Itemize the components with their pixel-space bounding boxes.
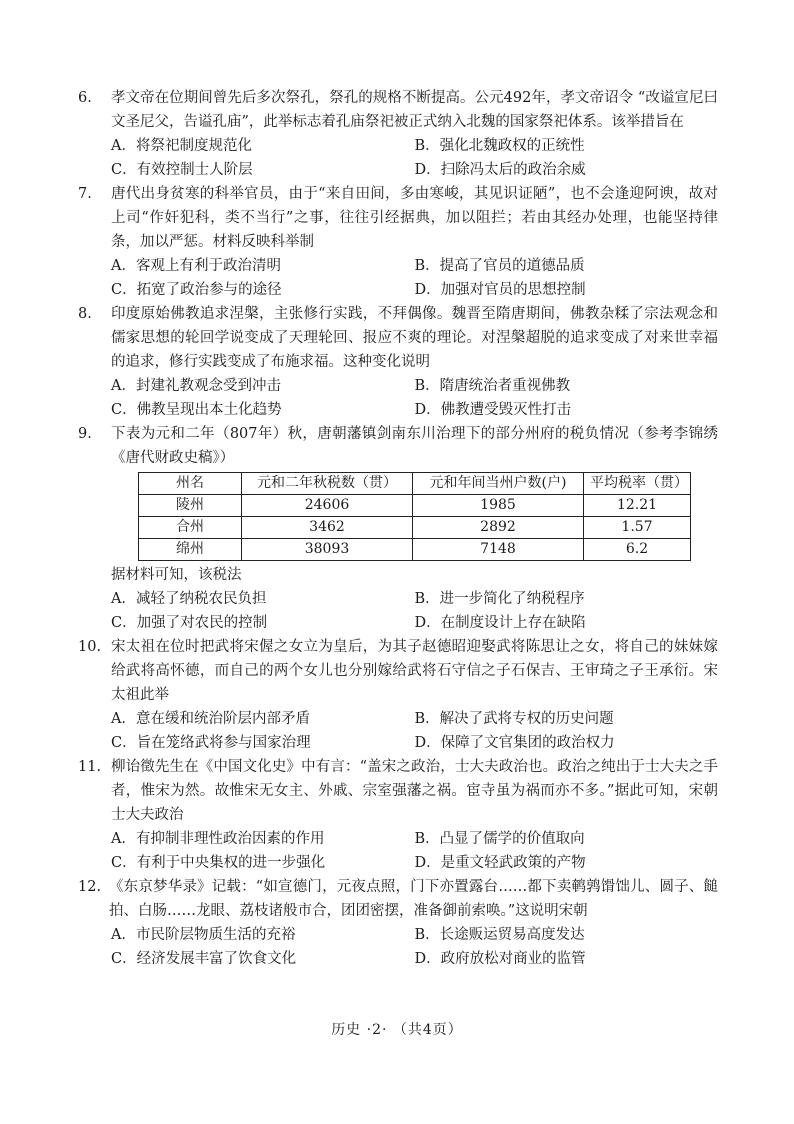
table-header: 元和二年秋税数（贯） (242, 473, 413, 495)
option-d[interactable]: D．在制度设计上存在缺陷 (414, 615, 586, 631)
option-d[interactable]: D．保障了文官集团的政治权力 (414, 735, 615, 751)
table-cell: 1.57 (584, 517, 691, 539)
table-cell: 3462 (242, 517, 413, 539)
question-text: 柳诒徵先生在《中国文化史》中有言：“盖宋之政治，士大夫政治也。政治之纯出于士大夫之手者，惟宋为然。故惟宋无女主、外戚、宗室强藩之祸。宦寺虽为祸而亦不多。”据此可知，宋朝士大夫政治 (111, 759, 718, 823)
question-9 (78, 422, 718, 635)
table-row (139, 517, 691, 539)
option-b[interactable]: B．解决了武将专权的历史问题 (414, 711, 614, 727)
question-7 (78, 182, 718, 302)
question-stem (78, 302, 718, 374)
option-b[interactable]: B．强化北魏政权的正统性 (414, 138, 585, 154)
question-11 (78, 755, 718, 875)
option-c[interactable]: C．有利于中央集权的进一步强化 (111, 855, 326, 871)
table-row (139, 539, 691, 561)
question-6 (78, 86, 718, 182)
page-footer: 历史 ·2· （共4页） (331, 1022, 463, 1038)
option-a[interactable]: A．将祭祀制度规范化 (111, 138, 252, 154)
option-b[interactable]: B．凸显了儒学的价值取向 (414, 831, 585, 847)
options (78, 254, 718, 302)
table-row (139, 495, 691, 517)
option-a[interactable]: A．封建礼教观念受到冲击 (111, 378, 281, 394)
table-cell: 38093 (242, 539, 413, 561)
option-a[interactable]: A．客观上有利于政治清明 (111, 258, 281, 274)
options (78, 134, 718, 182)
option-b[interactable]: B．隋唐统治者重视佛教 (414, 378, 571, 394)
option-d[interactable]: D．扫除冯太后的政治余威 (414, 162, 586, 178)
option-a[interactable]: A．减轻了纳税农民负担 (111, 591, 267, 607)
options (78, 923, 718, 971)
question-followup: 据材料可知，该税法 (111, 567, 242, 583)
question-stem (78, 755, 718, 827)
option-a[interactable]: A．意在缓和统治阶层内部矛盾 (111, 711, 310, 727)
question-number: 12. (78, 879, 102, 895)
question-8 (78, 302, 718, 422)
option-d[interactable]: D．加强对官员的思想控制 (414, 282, 586, 298)
tax-table (138, 472, 691, 561)
option-b[interactable]: B．进一步简化了纳税程序 (414, 591, 585, 607)
option-b[interactable]: B．提高了官员的道德品质 (414, 258, 585, 274)
table-cell: 2892 (413, 517, 584, 539)
table-cell: 1985 (413, 495, 584, 517)
option-c[interactable]: C．拓宽了政治参与的途径 (111, 282, 282, 298)
question-text: 《东京梦华录》记载：“如宣德门，元夜点照，门下亦置露台……都下卖鹌鹑馉饳儿、圆子、䭔拍、白肠……龙眼、荔枝诸般市合，团团密摆，准备御前索唤。”这说明宋朝 (109, 879, 718, 919)
option-c[interactable]: C．经济发展丰富了饮食文化 (111, 951, 297, 967)
table-cell: 7148 (413, 539, 584, 561)
question-number: 7. (78, 186, 92, 202)
option-d[interactable]: D．政府放松对商业的监管 (414, 951, 586, 967)
table-cell: 24606 (242, 495, 413, 517)
question-stem (78, 875, 718, 923)
options (78, 587, 718, 635)
option-c[interactable]: C．佛教呈现出本土化趋势 (111, 402, 282, 418)
question-number: 8. (78, 306, 92, 322)
option-b[interactable]: B．长途贩运贸易高度发达 (414, 927, 585, 943)
question-stem (78, 422, 718, 470)
table-cell: 12.21 (584, 495, 691, 517)
table-cell: 合州 (139, 517, 242, 539)
question-stem (78, 86, 718, 134)
table-header-row (139, 473, 691, 495)
question-text: 孝文帝在位期间曾先后多次祭孔，祭孔的规格不断提高。公元492年，孝文帝诏令 “改谥宣尼曰文圣尼父，告谥孔庙”，此举标志着孔庙祭祀被正式纳入北魏的国家祭祀体系。该举措旨在 (111, 90, 718, 130)
table-header: 平均税率（贯） (584, 473, 691, 495)
table-cell: 绵州 (139, 539, 242, 561)
question-stem (78, 635, 718, 707)
question-10 (78, 635, 718, 755)
options (78, 374, 718, 422)
table-cell: 陵州 (139, 495, 242, 517)
option-c[interactable]: C．有效控制士人阶层 (111, 162, 253, 178)
question-text: 印度原始佛教追求涅槃，主张修行实践，不拜偶像。魏晋至隋唐期间，佛教杂糅了宗法观念和儒家思想的轮回学说变成了天理轮回、报应不爽的理论。对涅槃超脱的追求变成了对来世幸福的追求，修行实践变成了布施求福。这种变化说明 (111, 306, 718, 370)
options (78, 827, 718, 875)
question-12 (78, 875, 718, 971)
question-number: 9. (78, 426, 92, 442)
question-text: 宋太祖在位时把武将宋偓之女立为皇后，为其子赵德昭迎娶武将陈思让之女，将自己的妹妹嫁给武将高怀德，而自己的两个女儿也分别嫁给武将石守信之子石保吉、王审琦之子王承衍。宋太祖此举 (111, 639, 718, 703)
question-number: 11. (78, 759, 102, 775)
option-a[interactable]: A．有抑制非理性政治因素的作用 (111, 831, 325, 847)
question-stem (78, 182, 718, 254)
table-cell: 6.2 (584, 539, 691, 561)
option-d[interactable]: D．是重文轻武政策的产物 (414, 855, 586, 871)
question-number: 10. (78, 639, 102, 655)
question-number: 6. (78, 90, 92, 106)
option-a[interactable]: A．市民阶层物质生活的充裕 (111, 927, 296, 943)
question-text: 下表为元和二年（807年）秋，唐朝藩镇剑南东川治理下的部分州府的税负情况（参考李锦绣《唐代财政史稿》） (111, 426, 718, 466)
option-d[interactable]: D．佛教遭受毁灭性打击 (414, 402, 572, 418)
table-header: 州名 (139, 473, 242, 495)
question-text: 唐代出身贫寒的科举官员，由于“来自田间，多由寒峻，其见识证陋”，也不会逢迎阿谀，故对上司“作奸犯科，类不当行”之事，往往引经据典，加以阻拦；若由其经办处理，也能坚持律条，加以严惩。材料反映科举制 (111, 186, 718, 250)
option-c[interactable]: C．加强了对农民的控制 (111, 615, 268, 631)
option-c[interactable]: C．旨在笼络武将参与国家治理 (111, 735, 311, 751)
question-list (78, 86, 718, 971)
options (78, 707, 718, 755)
table-header: 元和年间当州户数(户) (413, 473, 584, 495)
